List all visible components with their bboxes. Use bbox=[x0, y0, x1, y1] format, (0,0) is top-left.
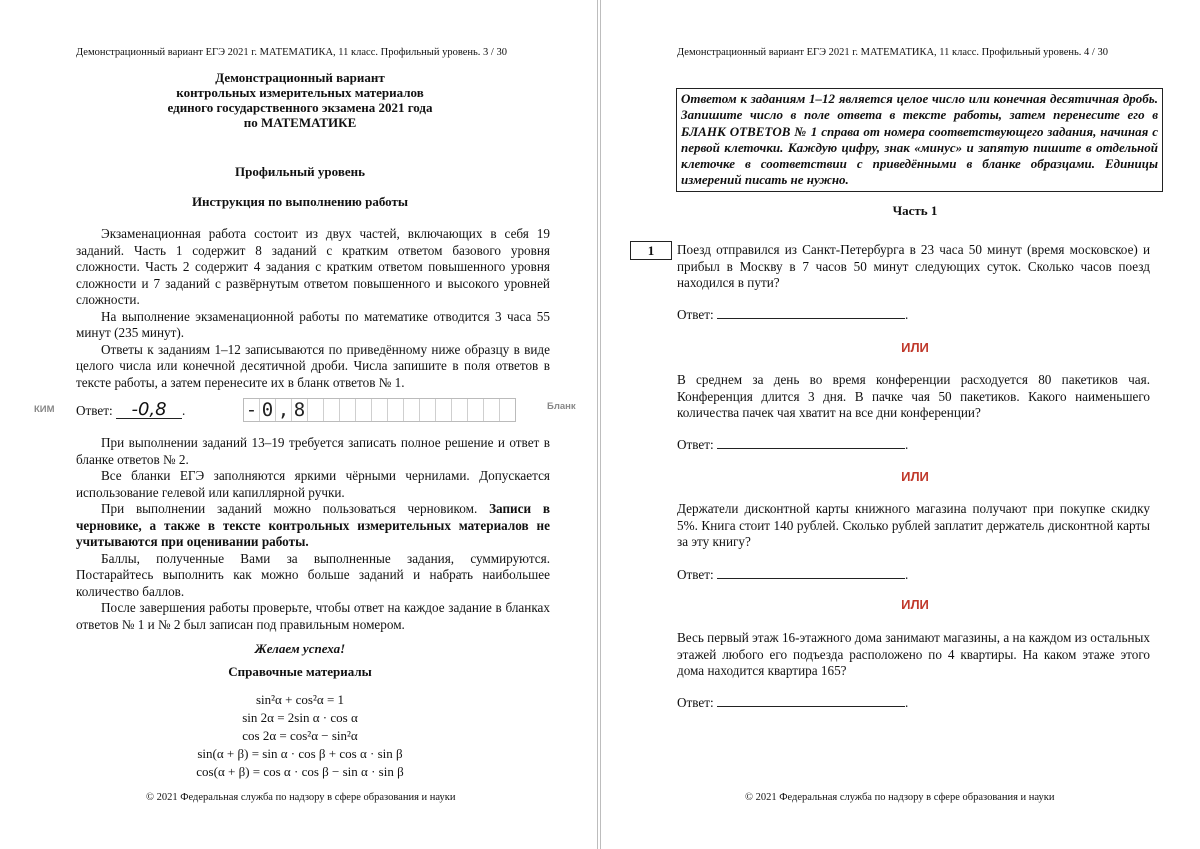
instruction-box: Ответом к заданиям 1–12 является целое число или конечная десятичная дробь. Запишите число в поле ответа в тексте работы, затем перенесите его в БЛАНК ОТВЕТОВ № 1 справа от номера соответствующего задания, начиная с первой клеточки. Каждую цифру, знак «минус» и запятую пишите в отдельной клеточке в соответствии с приведёнными в бланке образцами. Единицы измерений писать не нужно. bbox=[676, 88, 1163, 192]
formula: sin 2α = 2sin α · cos α bbox=[242, 710, 358, 725]
instruction-heading: Инструкция по выполнению работы bbox=[191, 194, 409, 209]
answer-line: Ответ: . bbox=[677, 307, 909, 322]
answer-cell: 0 bbox=[260, 399, 276, 421]
answer-field[interactable] bbox=[717, 566, 905, 579]
sample-answer-value: -0,8 bbox=[116, 402, 182, 419]
answer-field[interactable] bbox=[717, 436, 905, 449]
paragraph: Баллы, полученные Вами за выполненные задания, суммируются. Постарайтесь выполнить как можно больше заданий и набрать наибольшее количество баллов. bbox=[76, 550, 550, 599]
task-text: Держатели дисконтной карты книжного магазина получают при покупке скидку 5%. Книга стоит 140 рублей. Сколько рублей заплатит держатель дисконтной карты за эту книгу? bbox=[677, 501, 1150, 549]
page-header: Демонстрационный вариант ЕГЭ 2021 г. МАТЕМАТИКА, 11 класс. Профильный уровень. 3 / 30 bbox=[76, 47, 507, 58]
paragraph: Экзаменационная работа состоит из двух частей, включающих в себя 19 заданий. Часть 1 содержит 8 заданий с кратким ответом базового уровня сложности. Часть 2 содержит 4 задания с кратким ответом повышенного уровня сложности и 7 заданий с развёрнутым ответом повышенного и высокого уровней сложности. bbox=[76, 226, 550, 307]
formula: sin(α + β) = sin α · cos β + cos α · sin β bbox=[197, 746, 403, 761]
document-title: Демонстрационный вариант контрольных измерительных материалов единого государственного экзамена 2021 года по МАТЕМАТИКЕ bbox=[167, 70, 433, 130]
task-text: Поезд отправился из Санкт-Петербурга в 23 часа 50 минут (время московское) и прибыл в Москву в 7 часов 50 минут следующих суток. Сколько часов поезд находился в пути? bbox=[677, 242, 1150, 290]
answer-cell: - bbox=[244, 399, 260, 421]
blank-label: Бланк bbox=[547, 401, 576, 412]
answer-line: Ответ: . bbox=[677, 437, 909, 452]
paragraph: После завершения работы проверьте, чтобы ответ на каждое задание в бланках ответов № 1 и № 2 был записан под правильным номером. bbox=[76, 600, 550, 632]
paragraph: При выполнении заданий 13–19 требуется записать полное решение и ответ в бланке ответов № 2. bbox=[76, 435, 550, 467]
answer-line: Ответ: . bbox=[677, 567, 909, 582]
task-number: 1 bbox=[630, 241, 672, 260]
task-text: В среднем за день во время конференции расходуется 80 пакетиков чая. Конференция длится 3 дня. В пачке чая 50 пакетиков. Какого наименьшего количества пачек чая хватит на все дни конференции? bbox=[677, 372, 1150, 420]
sample-answer: Ответ: -0,8 . bbox=[76, 399, 186, 420]
paragraph: При выполнении заданий можно пользоваться черновиком. Записи в черновике, а также в тексте контрольных измерительных материалов не учитываются при оценивании работы. bbox=[76, 501, 550, 549]
or-label: ИЛИ bbox=[901, 340, 929, 355]
level-heading: Профильный уровень bbox=[235, 164, 365, 179]
answer-cell: , bbox=[276, 399, 292, 421]
answer-cell: 8 bbox=[292, 399, 308, 421]
formula: cos 2α = cos²α − sin²α bbox=[242, 728, 358, 743]
answer-line: Ответ: . bbox=[677, 695, 909, 710]
kim-label: КИМ bbox=[34, 404, 55, 415]
page-header: Демонстрационный вариант ЕГЭ 2021 г. МАТЕМАТИКА, 11 класс. Профильный уровень. 4 / 30 bbox=[677, 47, 1108, 58]
page-footer: © 2021 Федеральная служба по надзору в сфере образования и науки bbox=[146, 792, 456, 803]
paragraph: На выполнение экзаменационной работы по математике отводится 3 часа 55 минут (235 минут). bbox=[76, 308, 550, 340]
or-label: ИЛИ bbox=[901, 597, 929, 612]
task-text: Весь первый этаж 16-этажного дома занимают магазины, а на каждом из остальных этажей любого его подъезда расположено по 4 квартиры. На каком этаже этого дома находится квартира 165? bbox=[677, 630, 1150, 678]
answer-field[interactable] bbox=[717, 694, 905, 707]
paragraph: Ответы к заданиям 1–12 записываются по приведённому ниже образцу в виде целого числа или конечной десятичной дроби. Числа запишите в поля ответов в тексте работы, а затем перенесите их в бланк ответов № 1. bbox=[76, 341, 550, 390]
page-footer: © 2021 Федеральная служба по надзору в сфере образования и науки bbox=[745, 792, 1055, 803]
reference-heading: Справочные материалы bbox=[228, 664, 372, 679]
part-heading: Часть 1 bbox=[892, 203, 938, 218]
answer-field[interactable] bbox=[717, 306, 905, 319]
paragraph: Все бланки ЕГЭ заполняются яркими чёрными чернилами. Допускается использование гелевой или капиллярной ручки. bbox=[76, 468, 550, 500]
formula: sin²α + cos²α = 1 bbox=[255, 692, 345, 707]
formula: cos(α + β) = cos α · cos β − sin α · sin β bbox=[196, 764, 404, 779]
or-label: ИЛИ bbox=[901, 469, 929, 484]
wish-text: Желаем успеха! bbox=[254, 641, 346, 656]
